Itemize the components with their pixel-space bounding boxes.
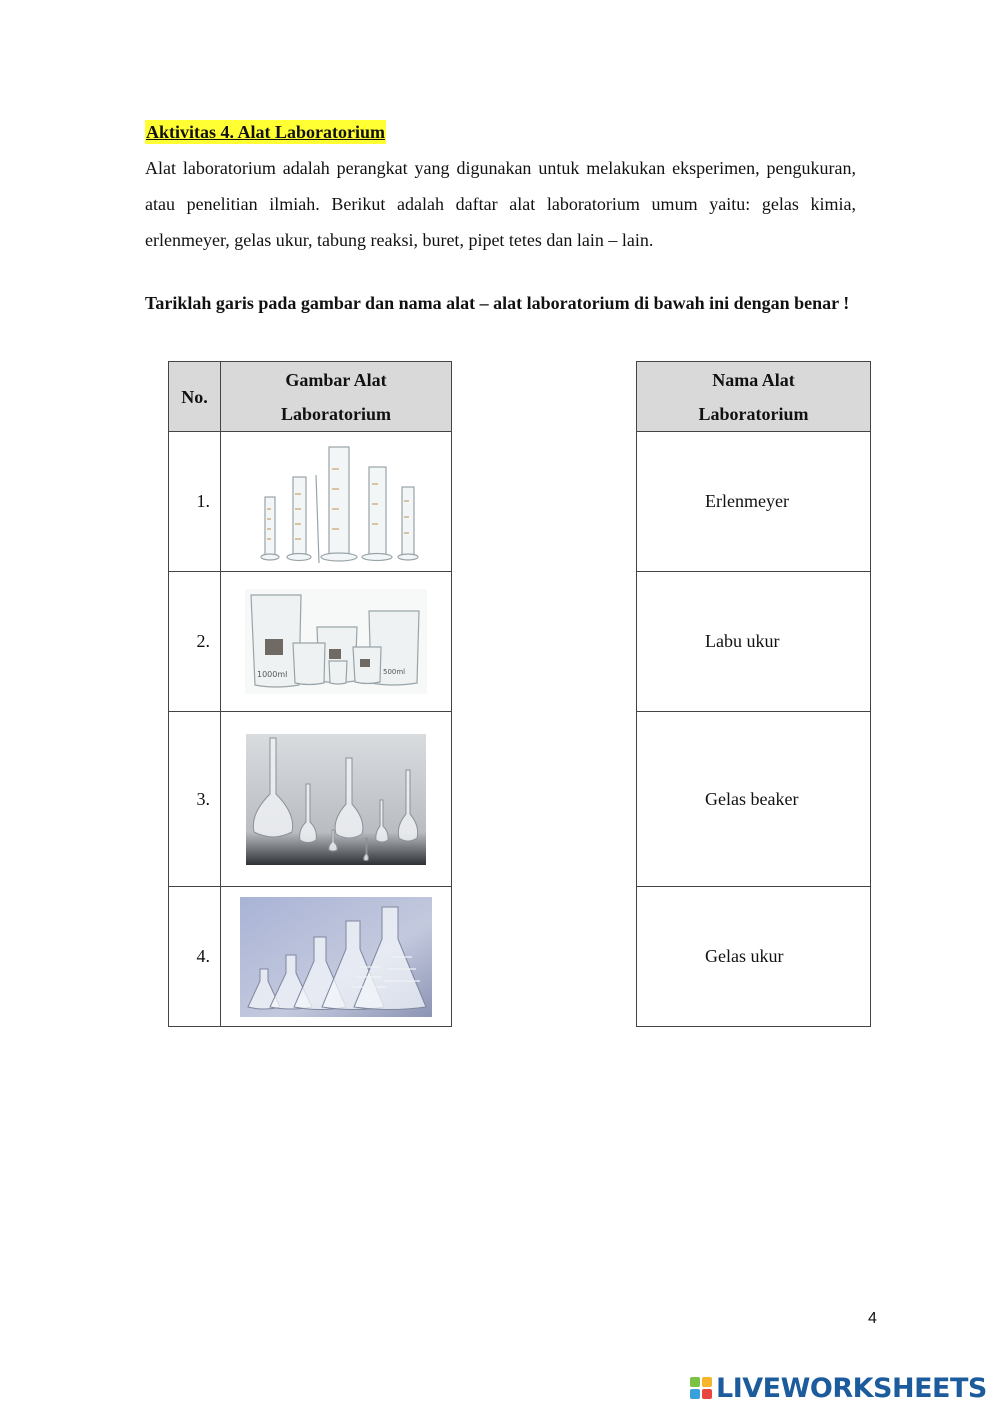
tool-name-cell[interactable]: Gelas ukur (637, 887, 871, 1027)
table-row (637, 432, 871, 572)
names-table (636, 361, 871, 1027)
erlenmeyer-flasks-image (240, 897, 432, 1017)
table-row (169, 432, 452, 572)
page-number: 4 (868, 1310, 877, 1327)
row-number: 1. (169, 432, 221, 572)
tool-name-cell[interactable]: Gelas beaker (637, 712, 871, 887)
row-number: 3. (169, 712, 221, 887)
table-row (637, 712, 871, 887)
col-header-name-line2: Laboratorium (698, 403, 809, 424)
intro-paragraph: Alat laboratorium adalah perangkat yang digunakan untuk melakukan eksperimen, pengukuran, atau penelitian ilmiah. Berikut adalah daftar alat laboratorium umum yaitu: gelas kimia, erlenmeyer, gelas ukur, tabung reaksi, buret, pipet tetes dan lain – lain. (145, 158, 856, 250)
col-header-image (221, 362, 452, 432)
graduated-cylinders-image (251, 439, 421, 564)
col-header-image-line2: Laboratorium (281, 403, 391, 424)
image-cell[interactable] (221, 432, 452, 572)
col-header-no: No. (169, 362, 221, 432)
table-row (169, 712, 452, 887)
section-heading: Aktivitas 4. Alat Laboratorium (146, 122, 386, 142)
image-cell[interactable] (221, 572, 452, 712)
image-cell[interactable] (221, 887, 452, 1027)
col-header-name-line1: Nama Alat (712, 369, 795, 390)
table-row (169, 572, 452, 712)
table-row (169, 887, 452, 1027)
table-row (637, 572, 871, 712)
svg-text:1000ml: 1000ml (257, 670, 288, 679)
col-header-name (637, 362, 871, 432)
volumetric-flasks-image (246, 734, 426, 865)
tool-name-cell[interactable]: Labu ukur (637, 572, 871, 712)
tool-name-cell[interactable]: Erlenmeyer (637, 432, 871, 572)
instruction-text: Tariklah garis pada gambar dan nama alat – alat laboratorium di bawah ini dengan benar ! (145, 293, 850, 313)
row-number: 2. (169, 572, 221, 712)
liveworksheets-logo (690, 1371, 987, 1405)
logo-text: LIVEWORKSHEETS (716, 1372, 987, 1404)
logo-icon (690, 1377, 712, 1399)
image-cell[interactable] (221, 712, 452, 887)
beakers-image (245, 589, 427, 694)
col-header-image-line1: Gambar Alat (285, 369, 387, 390)
image-table (168, 361, 452, 1027)
row-number: 4. (169, 887, 221, 1027)
svg-text:500ml: 500ml (383, 668, 406, 676)
table-row (637, 887, 871, 1027)
